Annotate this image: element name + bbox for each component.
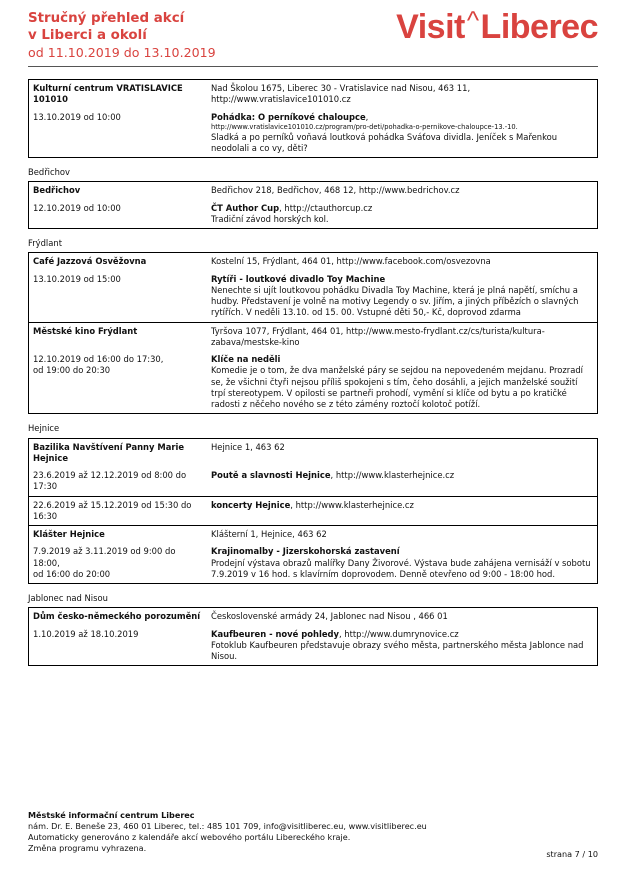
event-description: Tradiční závod horských kol.: [211, 213, 329, 224]
location-section: [28, 423, 598, 584]
event-details: [207, 200, 598, 229]
event-time-line: 7.9.2019 až 3.11.2019 od 9:00 do 18:00,: [33, 546, 176, 568]
events-table: [28, 438, 598, 585]
event-title-line: [211, 546, 593, 557]
footer-note: Automaticky generováno z kalendáře akcí webového portálu Libereckého kraje.: [28, 831, 351, 842]
event-description: Prodejní výstava obrazů malířky Dany Živorové. Výstava bude zahájena vernisáží v sobotu 7.9.2019 v 16 hod. s klavírním doprovodem. Denně otevřeno od 9:00 - 18:00 hod.: [211, 557, 591, 579]
event-title-line: [211, 500, 593, 511]
event-description: Fotoklub Kaufbeuren představuje obrazy svého města, partnerského města Jablonce nad Nisou.: [211, 639, 584, 662]
event-listing: [28, 70, 598, 666]
event-time: [29, 467, 208, 496]
event-description: Komedie je o tom, že dva manželské páry se sejdou na nepovedeném mejdanu. Prozradí se, že všichni čtyři nejsou příliš spokojeni s tím, čeho dosáhli, a jejich manželské soužití trpí stereotypem. V opilosti se partneři prohodí, vymění si klíče od bytu a po kratičké radosti z něčeho nového se z této zámény roztočí kolotoč potíží.: [211, 365, 583, 410]
event-time-line: 12.10.2019 od 16:00 do 17:30,: [33, 354, 164, 365]
location-heading: Jablonec nad Nisou: [28, 593, 108, 604]
event-time-line: od 16:00 do 20:00: [33, 568, 111, 579]
event-title: Krajinomalby - Jizerskohorská zastavení: [211, 546, 400, 557]
events-table: [28, 181, 598, 229]
event-title-suffix: ,: [365, 111, 369, 122]
event-details: [207, 496, 598, 526]
event-description: Nenechte si ujít loutkovou pohádku Divadla Toy Machine, která je plná napětí, smíchu a hudby. Představení je volně na motivy Legendy o sv. Jiřím, a jiných příbězích o slavných rytířích. V neděli 13.10. od 15. 00. Vstupné děti 50,- Kč, doprovod zdarma: [211, 284, 579, 318]
location-section: [28, 167, 598, 229]
event-row: [29, 467, 598, 496]
event-time-line: od 19:00 do 20:30: [33, 365, 111, 376]
venue-name: Bazilika Navštívení Panny Marie Hejnice: [33, 441, 185, 463]
location-section: [28, 593, 598, 666]
location-heading: Hejnice: [28, 423, 60, 434]
venue-row: [29, 322, 598, 351]
document-header: [28, 10, 216, 62]
event-time-line: 23.6.2019 až 12.12.2019 od 8:00 do 17:30: [33, 470, 187, 492]
events-table: [28, 79, 598, 158]
event-time: [29, 200, 208, 229]
event-title: Rytíři - loutkové divadlo Toy Machine: [211, 273, 386, 284]
venue-address: Kostelní 15, Frýdlant, 464 01, http://www.facebook.com/osvezovna: [211, 256, 491, 267]
event-time: [29, 543, 208, 583]
venue-address: Hejnice 1, 463 62: [211, 441, 285, 452]
event-time-line: 12.10.2019 od 10:00: [33, 202, 121, 213]
event-row: [29, 496, 598, 526]
event-title-line: [211, 470, 593, 481]
venue-row: [29, 253, 598, 271]
footer-address: nám. Dr. E. Beneše 23, 460 01 Liberec, tel.: 485 101 709, info@visitliberec.eu, www.visitliberec.eu: [28, 820, 427, 831]
document-title: Stručný přehled akcí v Liberci a okolí: [28, 11, 185, 44]
event-details: [207, 351, 598, 414]
event-details: [207, 626, 598, 666]
event-url: http://www.vratislavice101010.cz/program/pro-deti/pohadka-o-pernikove-chaloupce-13.-10.: [211, 122, 518, 131]
event-time-line: 13.10.2019 od 10:00: [33, 111, 121, 122]
venue-address: Klášterní 1, Hejnice, 463 62: [207, 526, 598, 544]
event-row: [29, 271, 598, 323]
event-title-line: [211, 354, 593, 365]
venue-row: [29, 608, 598, 626]
venue-row: [29, 526, 598, 544]
location-heading: Bedřichov: [28, 167, 70, 178]
event-details: [207, 543, 598, 583]
venue-address: Československé armády 24, Jablonec nad Nisou , 466 01: [211, 611, 448, 622]
event-time-line: 13.10.2019 od 15:00: [33, 273, 121, 284]
event-time-line: 1.10.2019 až 18.10.2019: [33, 628, 139, 639]
event-time: [29, 496, 208, 526]
event-title-line: [211, 203, 593, 214]
event-details: [207, 467, 598, 496]
event-title: Poutě a slavnosti Hejnice: [211, 470, 331, 481]
event-title: Klíče na neděli: [211, 354, 281, 365]
location-heading: Frýdlant: [28, 238, 62, 249]
event-details: [207, 109, 598, 158]
event-time: [29, 109, 208, 158]
event-details: [207, 271, 598, 323]
location-section: [28, 238, 598, 414]
event-time-line: 22.6.2019 až 15.12.2019 od 15:30 do 16:30: [33, 499, 192, 521]
venue-name: Městské kino Frýdlant: [29, 322, 208, 351]
event-title-line: [211, 629, 593, 640]
venue-address: Bedřichov 218, Bedřichov, 468 12, http://www.bedrichov.cz: [211, 185, 460, 196]
venue-name: Dům česko-německého porozumění: [33, 611, 201, 622]
event-row: [29, 351, 598, 414]
event-time: [29, 626, 208, 666]
event-time: [29, 351, 208, 414]
event-row: [29, 109, 598, 158]
page-number: strana 7 / 10: [546, 849, 598, 859]
event-title-suffix: , http://www.klasterhejnice.cz: [290, 499, 414, 510]
venue-name: Bedřichov: [33, 185, 81, 196]
venue-row: [29, 438, 598, 467]
events-table: [28, 607, 598, 666]
event-row: [29, 543, 598, 583]
venue-name: Klášter Hejnice: [29, 526, 208, 544]
visit-liberec-logo: Visit^Liberec: [396, 5, 598, 46]
footer-note: Změna programu vyhrazena.: [28, 842, 147, 853]
header-divider: [28, 66, 598, 67]
venue-address: Nad Školou 1675, Liberec 30 - Vratislavice nad Nisou, 463 11, http://www.vratislavice101010.cz: [211, 83, 471, 105]
event-row: [29, 626, 598, 666]
event-row: [29, 200, 598, 229]
date-range: od 11.10.2019 do 13.10.2019: [28, 45, 216, 61]
event-title-suffix: , http://www.dumrynovice.cz: [338, 628, 459, 639]
venue-name: Café Jazzová Osvěžovna: [33, 256, 147, 267]
event-title: ČT Author Cup: [211, 202, 280, 213]
events-table: [28, 252, 598, 414]
event-title-line: [211, 112, 593, 123]
event-title-suffix: , http://ctauthorcup.cz: [279, 202, 373, 213]
event-time: [29, 271, 208, 323]
footer: [28, 810, 598, 854]
event-title: Pohádka: O perníkové chaloupce: [211, 111, 366, 122]
event-title: Kaufbeuren - nové pohledy: [211, 628, 339, 639]
venue-name: Kulturní centrum VRATISLAVICE 101010: [33, 83, 183, 105]
venue-address: Tyršova 1077, Frýdlant, 464 01, http://www.mesto-frydlant.cz/cs/turista/kultura-zabava/mestske-kino: [207, 322, 598, 351]
event-title-line: [211, 274, 593, 285]
venue-row: [29, 182, 598, 200]
venue-row: [29, 80, 598, 109]
event-title: koncerty Hejnice: [211, 499, 291, 510]
event-description: Sladká a po perníků voňavá loutková pohádka Sváťova dividla. Jeníček s Mařenkou neodolali a co vy, děti?: [211, 131, 558, 153]
footer-org: Městské informační centrum Liberec: [28, 810, 195, 820]
location-section: [28, 79, 598, 158]
event-title-suffix: , http://www.klasterhejnice.cz: [330, 470, 455, 481]
